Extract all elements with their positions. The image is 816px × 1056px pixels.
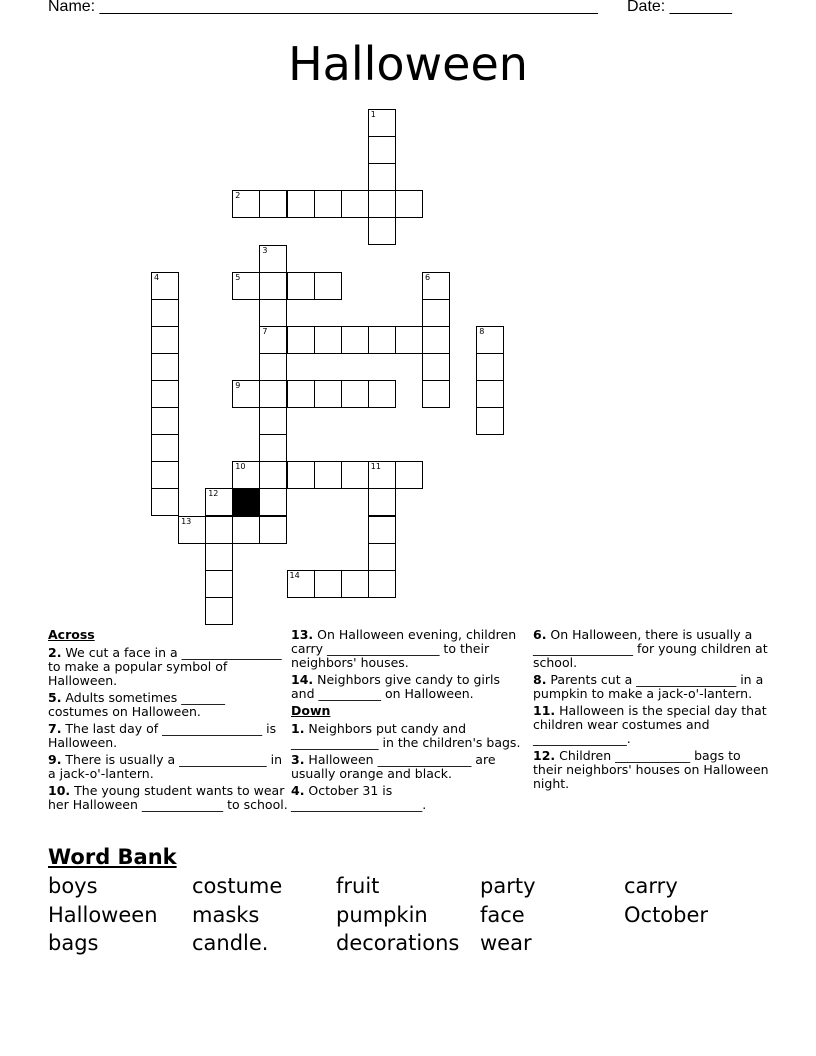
down-heading: Down: [291, 703, 331, 718]
grid-cell[interactable]: [368, 488, 396, 516]
word-bank-word: bags: [48, 931, 99, 955]
grid-cell[interactable]: [368, 190, 396, 218]
grid-cell[interactable]: [205, 570, 233, 598]
clue-across-9: 9. There is usually a ______________ in a jack-o'-lantern.: [48, 752, 282, 781]
clue-down-11: 11. Halloween is the special day that children wear costumes and _______________.: [533, 703, 767, 746]
clue-across-2: 2. We cut a face in a ________________ to make a popular symbol of Halloween.: [48, 645, 282, 688]
clue-down-1: 1. Neighbors put candy and ______________ in the children's bags.: [291, 721, 521, 750]
grid-cell[interactable]: [259, 407, 287, 435]
word-bank-word: wear: [480, 931, 532, 955]
clue-down-12: 12. Children ____________ bags to their neighbors' houses on Halloween night.: [533, 748, 769, 791]
grid-number: 8: [479, 326, 485, 336]
grid-cell[interactable]: [287, 326, 315, 354]
grid-cell[interactable]: [314, 326, 342, 354]
grid-cell-black: [232, 488, 260, 516]
name-field-label[interactable]: Name: ________________________________________________________: [48, 0, 598, 15]
grid-cell[interactable]: [151, 272, 179, 300]
grid-number: 1: [370, 110, 376, 119]
grid-cell[interactable]: [259, 326, 287, 354]
word-bank-word: face: [480, 902, 525, 927]
grid-cell[interactable]: [232, 190, 260, 218]
grid-cell[interactable]: [151, 380, 179, 408]
grid-cell[interactable]: [151, 353, 179, 381]
grid-cell[interactable]: [259, 353, 287, 381]
word-bank-word: pumpkin: [336, 902, 428, 927]
grid-cell[interactable]: [314, 461, 342, 489]
grid-cell[interactable]: [259, 245, 287, 273]
grid-cell[interactable]: [259, 380, 287, 408]
grid-cell[interactable]: [395, 326, 423, 354]
grid-number: 9: [235, 381, 241, 390]
grid-number: 12: [208, 489, 219, 499]
grid-cell[interactable]: [368, 109, 396, 137]
grid-cell[interactable]: [422, 299, 450, 327]
grid-cell[interactable]: [476, 380, 504, 408]
grid-cell[interactable]: [205, 516, 233, 544]
clue-down-6: 6. On Halloween, there is usually a ________________ for young children at school.: [533, 627, 768, 670]
grid-cell[interactable]: [151, 488, 179, 516]
grid-cell[interactable]: [205, 488, 233, 516]
grid-cell[interactable]: [476, 407, 504, 435]
grid-cell[interactable]: [151, 434, 179, 462]
grid-number: 11: [370, 462, 381, 472]
grid-cell[interactable]: [422, 326, 450, 354]
grid-number: 10: [235, 462, 246, 472]
grid-number: 2: [235, 191, 241, 201]
grid-number: 5: [235, 272, 241, 282]
grid-cell[interactable]: [314, 380, 342, 408]
page-title: Halloween: [288, 37, 528, 91]
clue-across-7: 7. The last day of ________________ is Halloween.: [48, 721, 277, 750]
grid-cell[interactable]: [205, 543, 233, 571]
grid-cell[interactable]: [314, 272, 342, 300]
grid-cell[interactable]: [232, 272, 260, 300]
grid-cell[interactable]: [287, 461, 315, 489]
grid-cell[interactable]: [287, 272, 315, 300]
grid-cell[interactable]: [259, 272, 287, 300]
grid-cell[interactable]: [341, 461, 369, 489]
date-field-label[interactable]: Date: _______: [627, 0, 732, 15]
grid-cell[interactable]: [151, 461, 179, 489]
across-heading: Across: [48, 627, 95, 642]
word-bank-word: candle.: [192, 931, 269, 955]
word-bank-word: party: [480, 874, 536, 898]
grid-cell[interactable]: [368, 543, 396, 571]
clue-column-3: [533, 628, 773, 794]
grid-number: 6: [425, 272, 431, 282]
grid-cell[interactable]: [314, 190, 342, 218]
grid-number: 14: [289, 570, 300, 580]
grid-cell[interactable]: [422, 272, 450, 300]
word-bank-word: masks: [192, 902, 260, 927]
grid-cell[interactable]: [178, 516, 206, 544]
grid-cell[interactable]: [368, 217, 396, 245]
grid-cell[interactable]: [232, 516, 260, 544]
grid-cell[interactable]: [259, 488, 287, 516]
grid-cell[interactable]: [368, 516, 396, 544]
grid-number: 7: [262, 326, 268, 336]
grid-cell[interactable]: [287, 570, 315, 598]
grid-number: 4: [154, 272, 160, 282]
grid-cell[interactable]: [259, 434, 287, 462]
grid-cell[interactable]: [476, 326, 504, 354]
grid-cell[interactable]: [422, 353, 450, 381]
clue-across-5: 5. Adults sometimes _______ costumes on Halloween.: [48, 690, 225, 719]
grid-cell[interactable]: [151, 299, 179, 327]
grid-cell[interactable]: [232, 380, 260, 408]
grid-cell[interactable]: [395, 461, 423, 489]
grid-cell[interactable]: [368, 136, 396, 164]
grid-number: 3: [262, 245, 268, 255]
grid-cell[interactable]: [314, 570, 342, 598]
word-bank-word: October: [624, 902, 709, 927]
grid-cell[interactable]: [151, 407, 179, 435]
clue-across-14: 14. Neighbors give candy to girls and __________ on Halloween.: [291, 672, 500, 701]
grid-cell[interactable]: [476, 353, 504, 381]
grid-cell[interactable]: [341, 380, 369, 408]
grid-cell[interactable]: [259, 299, 287, 327]
word-bank-word: carry: [624, 874, 678, 898]
grid-cell[interactable]: [422, 380, 450, 408]
clue-column-2: [291, 628, 523, 815]
grid-cell[interactable]: [205, 597, 233, 625]
grid-number: 13: [181, 516, 192, 526]
clue-across-13: 13. On Halloween evening, children carry __________________ to their neighbors' houses.: [291, 627, 517, 670]
grid-cell[interactable]: [341, 326, 369, 354]
word-bank-word: fruit: [336, 874, 380, 898]
grid-cell[interactable]: [368, 570, 396, 598]
clue-down-3: 3. Halloween _______________ are usually orange and black.: [291, 752, 496, 781]
grid-cell[interactable]: [368, 380, 396, 408]
grid-cell[interactable]: [395, 190, 423, 218]
grid-cell[interactable]: [368, 326, 396, 354]
word-bank-title: Word Bank: [48, 845, 177, 869]
word-bank-word: Halloween: [48, 902, 158, 927]
grid-cell[interactable]: [259, 516, 287, 544]
clue-down-8: 8. Parents cut a ________________ in a pumpkin to make a jack-o'-lantern.: [533, 672, 764, 701]
grid-cell[interactable]: [259, 461, 287, 489]
grid-cell[interactable]: [341, 570, 369, 598]
word-bank-word: decorations: [336, 931, 460, 955]
word-bank-word: costume: [192, 874, 283, 898]
word-bank-word: boys: [48, 874, 98, 898]
grid-cell[interactable]: [341, 190, 369, 218]
grid-cell[interactable]: [287, 380, 315, 408]
grid-cell[interactable]: [232, 461, 260, 489]
grid-cell[interactable]: [259, 190, 287, 218]
clue-across-10: 10. The young student wants to wear her Halloween _____________ to school.: [48, 783, 288, 812]
grid-cell[interactable]: [368, 163, 396, 191]
grid-cell[interactable]: [287, 190, 315, 218]
clue-column-1: [48, 628, 288, 815]
grid-cell[interactable]: [151, 326, 179, 354]
grid-cell[interactable]: [368, 461, 396, 489]
clue-down-4: 4. October 31 is _____________________.: [291, 783, 427, 812]
